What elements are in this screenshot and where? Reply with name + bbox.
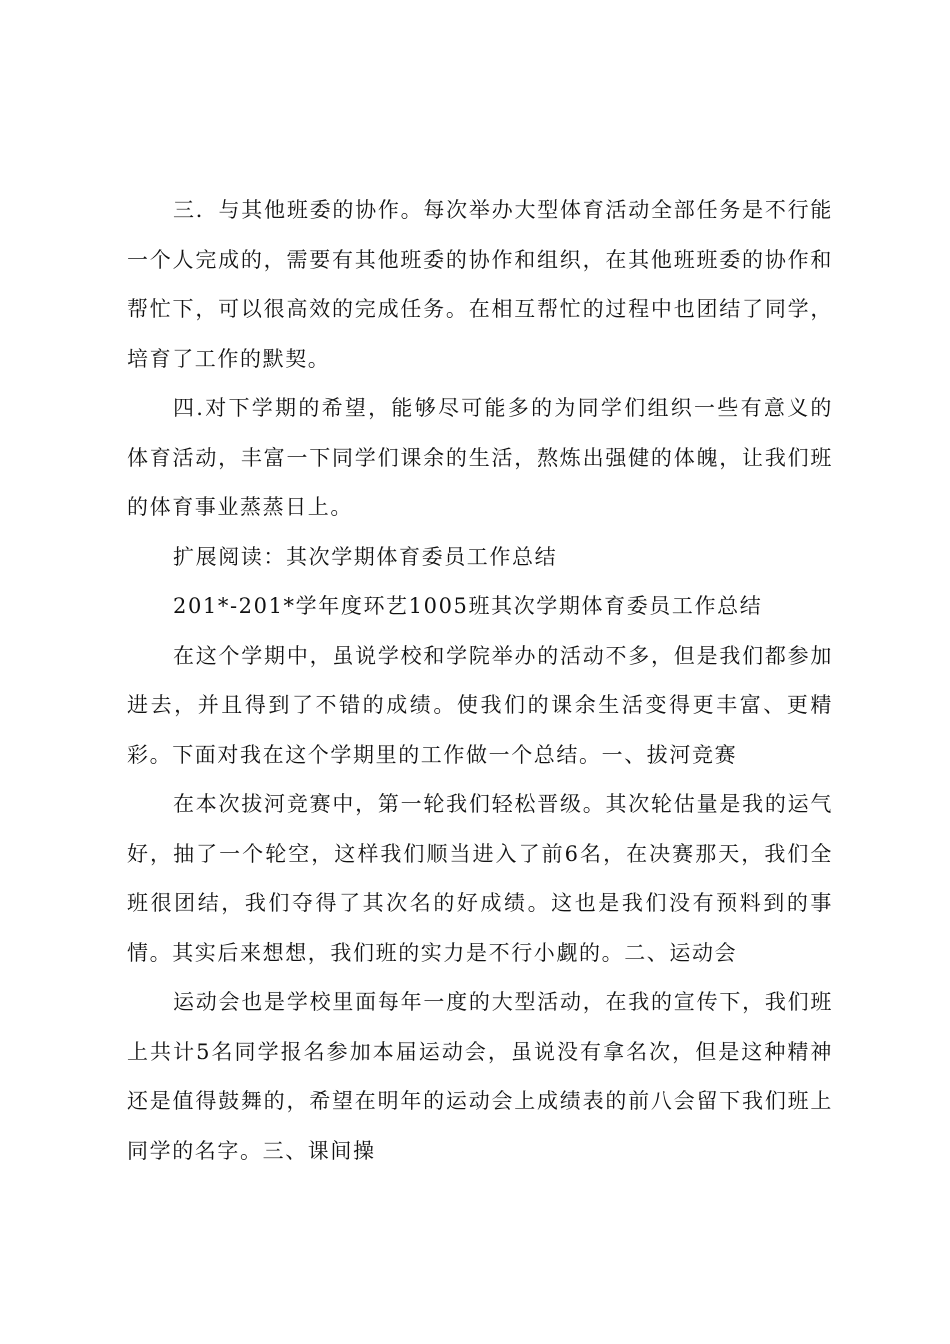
paragraph-semester-intro: 在这个学期中，虽说学校和学院举办的活动不多，但是我们都参加进去，并且得到了不错的成绩。使我们的课余生活变得更丰富、更精彩。下面对我在这个学期里的工作做一个总结。一、拔河竞赛 — [127, 643, 833, 767]
paragraph-cooperation: 三．与其他班委的协作。每次举办大型体育活动全部任务是不行能一个人完成的，需要有其他班委的协作和组织，在其他班班委的协作和帮忙下，可以很高效的完成任务。在相互帮忙的过程中也团结了同学，培育了工作的默契。 — [127, 198, 833, 371]
paragraph-sports-meet: 运动会也是学校里面每年一度的大型活动，在我的宣传下，我们班上共计5名同学报名参加本届运动会，虽说没有拿名次，但是这种精神还是值得鼓舞的，希望在明年的运动会上成绩表的前八会留下我们班上同学的名字。三、课间操 — [127, 990, 833, 1163]
paragraph-extended-reading: 扩展阅读：其次学期体育委员工作总结 — [173, 544, 558, 569]
paragraph-report-title: 201*-201*学年度环艺1005班其次学期体育委员工作总结 — [173, 594, 763, 618]
paragraph-next-term-hopes: 四.对下学期的希望，能够尽可能多的为同学们组织一些有意义的体育活动，丰富一下同学们课余的生活，熬炼出强健的体魄，让我们班的体育事业蒸蒸日上。 — [127, 396, 833, 519]
document-body — [127, 186, 833, 1176]
paragraph-tug-of-war: 在本次拔河竞赛中，第一轮我们轻松晋级。其次轮估量是我的运气好，抽了一个轮空，这样我们顺当进入了前6名，在决赛那天，我们全班很团结，我们夺得了其次名的好成绩。这也是我们没有预料到的事情。其实后来想想，我们班的实力是不行小觑的。二、运动会 — [127, 792, 833, 965]
